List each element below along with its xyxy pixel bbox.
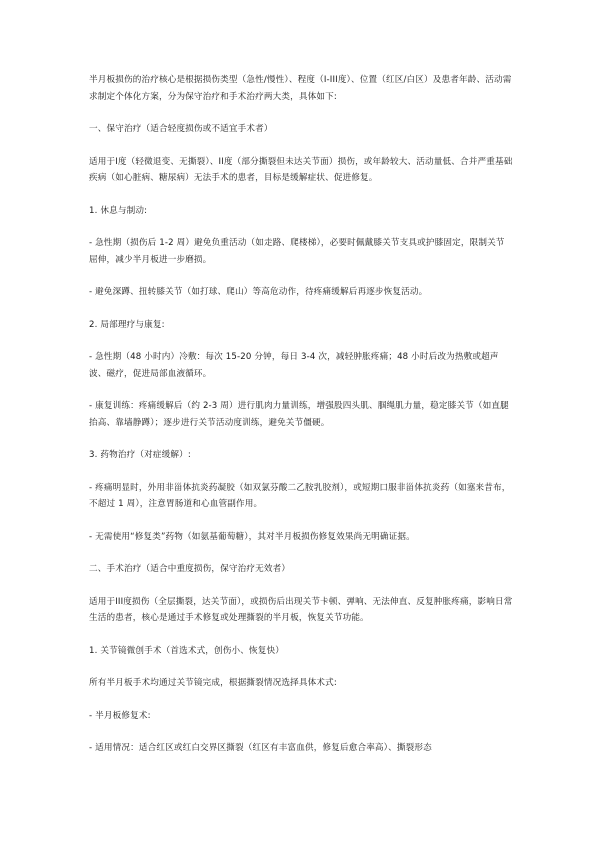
list-item-nsaid: - 疼痛明显时，外用非甾体抗炎药凝胶（如双氯芬酸二乙胺乳胶剂），或短期口服非甾体抗炎药（如塞来昔布，不超过 1 周），注意胃肠道和心血管副作用。 (89, 482, 511, 509)
subheading-arthroscopy: 1. 关节镜微创手术（首选术式，创伤小、恢复快） (89, 645, 285, 656)
intro-paragraph: 半月板损伤的治疗核心是根据损伤类型（急性/慢性）、程度（I-III度）、位置（红区/白区）及患者年龄、活动需求制定个体化方案，分为保守治疗和手术治疗两大类，具体如下: (89, 75, 512, 102)
list-item-rest-acute: - 急性期（损伤后 1-2 周）避免负重活动（如走路、爬楼梯），必要时佩戴膝关节支具或护膝固定，限制关节屈伸，减少半月板进一步磨损。 (89, 238, 505, 265)
list-item-rehab-training: - 康复训练：疼痛缓解后（约 2-3 周）进行肌肉力量训练，增强股四头肌、腘绳肌力量，稳定膝关节（如直腿抬高、靠墙静蹲）；逐步进行关节活动度训练，避免关节僵硬。 (89, 401, 509, 428)
list-item-no-repair-drugs: - 无需使用“修复类”药物（如氨基葡萄糖），其对半月板损伤修复效果尚无明确证据。 (89, 531, 415, 542)
subheading-physiotherapy: 2. 局部理疗与康复: (89, 319, 165, 330)
list-item-repair-indication: - 适用情况：适合红区或红白交界区撕裂（红区有丰富血供，修复后愈合率高）、撕裂形态 (89, 743, 432, 753)
subheading-medication: 3. 药物治疗（对症缓解）: (89, 450, 191, 460)
section-heading-conservative: 一、保守治疗（适合轻度损伤或不适宜手术者） (89, 124, 273, 134)
list-item-rest-avoid: - 避免深蹲、扭转膝关节（如打球、爬山）等高危动作，待疼痛缓解后再逐步恢复活动。 (89, 287, 428, 297)
surgery-indication-paragraph: 适用于III度损伤（全层撕裂，达关节面），或损伤后出现关节卡顿、弹响、无法伸直、反复肿胀疼痛，影响日常生活的患者，核心是通过手术修复或处理撕裂的半月板，恢复关节功能。 (89, 596, 513, 623)
subheading-rest: 1. 休息与制动: (89, 205, 148, 216)
list-item-meniscus-repair: - 半月板修复术: (89, 710, 151, 721)
document-body (89, 72, 513, 757)
list-item-cold-compress: - 急性期（48 小时内）冷敷：每次 15-20 分钟，每日 3-4 次，减轻肿胀疼痛；48 小时后改为热敷或超声波、磁疗，促进局部血液循环。 (89, 352, 499, 379)
arthroscopy-intro-paragraph: 所有半月板手术均通过关节镜完成，根据撕裂情况选择具体术式: (89, 678, 337, 688)
section-heading-surgery: 二、手术治疗（适合中重度损伤，保守治疗无效者） (89, 564, 291, 574)
conservative-indication-paragraph: 适用于I度（轻微退变、无撕裂）、II度（部分撕裂但未达关节面）损伤，或年龄较大、活动量低、合并严重基础疾病（如心脏病、糖尿病）无法手术的患者，目标是缓解症状、促进修复。 (89, 156, 513, 183)
